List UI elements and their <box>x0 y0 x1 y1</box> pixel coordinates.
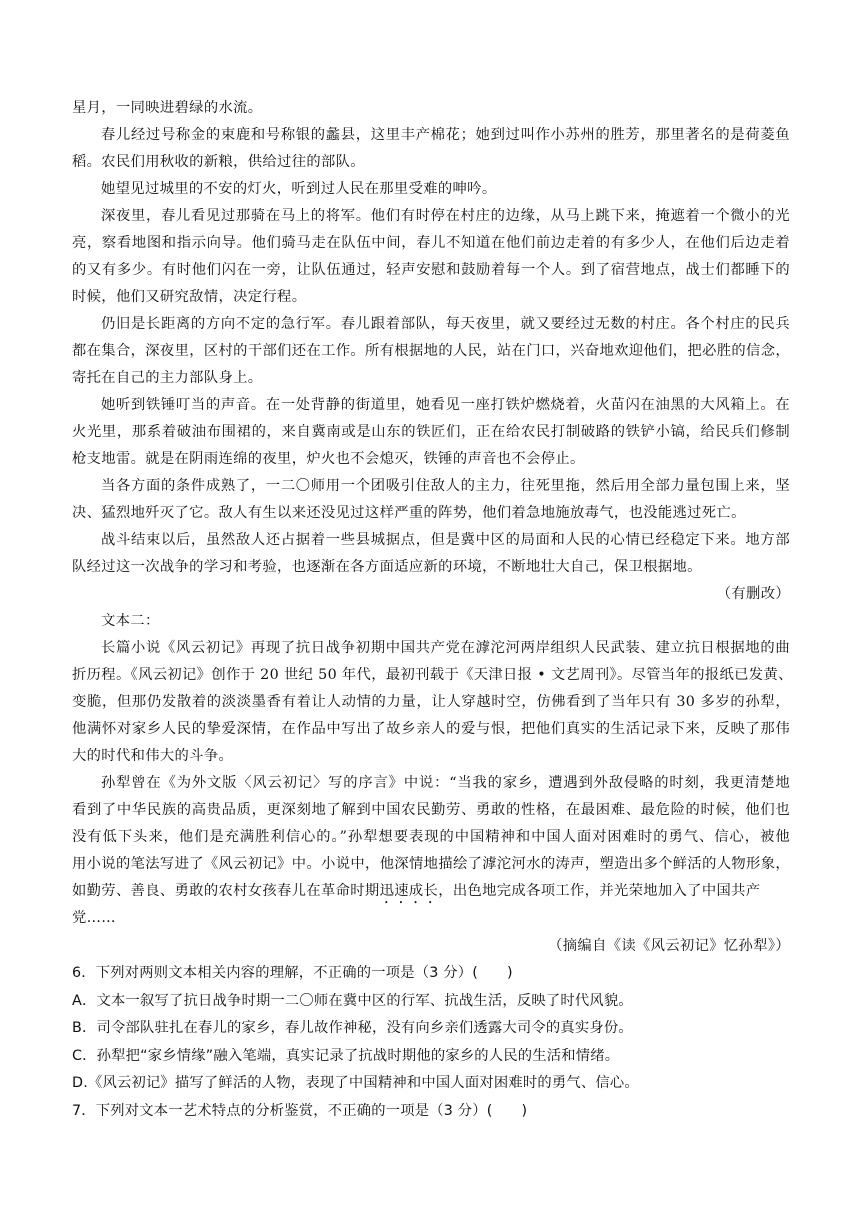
text1-line: 寄托在自己的主力部队身上。 <box>72 370 263 386</box>
text2-line: 大的时代和伟大的斗争。 <box>72 748 234 764</box>
text2-line: 用小说的笔法写进了《风云初记》中。小说中，他深情地描绘了滹沱河水的涛声，塑造出多个鲜活的人物形象， <box>72 856 790 872</box>
question-6-option-a: A．文本一叙写了抗日战争时期一二〇师在冀中区的行军、抗战生活，反映了时代风貌。 <box>72 993 633 1009</box>
text2-line: 党…… <box>72 910 116 926</box>
text2-heading: 文本二： <box>101 613 160 629</box>
text1-line: 战斗结束以后，虽然敌人还占据着一些县城据点，但是冀中区的局面和人民的心情已经稳定下来。地方部 <box>101 532 790 548</box>
text1-line: 都在集合，深夜里，区村的干部们还在工作。所有根据地的人民，站在门口，兴奋地欢迎他们，把必胜的信念， <box>72 343 790 359</box>
text1-line: 她望见过城里的不安的灯火，听到过人民在那里受难的呻吟。 <box>101 181 497 197</box>
text2-line: 长篇小说《风云初记》再现了抗日战争初期中国共产党在滹沱河两岸组织人民武装、建立抗日根据地的曲 <box>101 640 790 656</box>
question-6-option-c: C．孙犁把“家乡情缘”融入笔端，真实记录了抗战时期他的家乡的人民的生活和情绪。 <box>72 1048 620 1064</box>
text2-source: （摘编自《读《风云初记》忆孙犁》） <box>548 938 790 954</box>
question-6-option-d: D.《风云初记》描写了鲜活的人物，表现了中国精神和中国人面对困难时的勇气、信心。 <box>72 1075 639 1091</box>
text2-line-part: 如勤劳、善良、勇敢的农村女孩春儿在革命时期 <box>72 883 380 899</box>
text1-line: 决、猛烈地歼灭了它。敌人有生以来还没见过这样严重的阵势，他们着急地施放毒气，也没能逃过死亡。 <box>72 505 746 521</box>
text1-source: （有删改） <box>716 586 790 602</box>
question-6: 6．下列对两则文本相关内容的理解，不正确的一项是（3 分）( ) <box>72 965 513 981</box>
text1-line: 亮，察看地图和指示向导。他们骑马走在队伍中间，春儿不知道在他们前边走着的有多少人，在他们后边走着 <box>72 235 790 251</box>
text1-line: 星月，一同映进碧绿的水流。 <box>72 100 263 116</box>
text2-line: 他满怀对家乡人民的挚爱深情，在作品中写出了故乡亲人的爱与恨，把他们真实的生活记录下来，反映了那伟 <box>72 721 790 737</box>
text2-line: 折历程。《风云初记》创作于 20 世纪 50 年代，最初刊载于《天津日报 • 文艺周刊》。尽管当年的报纸已发黄、 <box>72 667 793 683</box>
text1-line: 的又有多少。有时他们闪在一旁，让队伍通过，轻声安慰和鼓励着每一个人。到了宿营地点，战士们都睡下的 <box>72 262 790 278</box>
text2-line: 看到了中华民族的高贵品质，更深刻地了解到中国农民勤劳、勇敢的性格，在最困难、最危险的时候，他们也 <box>72 802 790 818</box>
question-6-option-b: B．司令部队驻扎在春儿的家乡，春儿故作神秘，没有向乡亲们透露大司令的真实身份。 <box>72 1020 633 1036</box>
text2-line: 孙犁曾在《为外文版〈风云初记〉写的序言》中说：“当我的家乡，遭遇到外敌侵略的时刻，我更清楚地 <box>101 775 790 791</box>
text1-line: 稻。农民们用秋收的新粮，供给过往的部队。 <box>72 154 365 170</box>
text1-line: 深夜里，春儿看见过那骑在马上的将军。他们有时停在村庄的边缘，从马上跳下来，掩遮着一个微小的光 <box>101 208 790 224</box>
text2-line <box>72 881 790 907</box>
question-7: 7．下列对文本一艺术特点的分析鉴赏，不正确的一项是（3 分）( ) <box>72 1103 528 1119</box>
text1-line: 她听到铁锤叮当的声音。在一处背静的街道里，她看见一座打铁炉燃烧着，火苗闪在油黑的大风箱上。在 <box>101 397 790 413</box>
text2-line: 变脆，但那仍发散着的淡淡墨香有着让人动情的力量，让人穿越时空，仿佛看到了当年只有 30 多岁的孙犁， <box>72 694 790 710</box>
text1-line: 当各方面的条件成熟了，一二〇师用一个团吸引住敌人的主力，往死里拖，然后用全部力量包围上来，坚 <box>101 478 790 494</box>
text2-line: 没有低下头来，他们是充满胜利信心的。”孙犁想要表现的中国精神和中国人面对困难时的勇气、信心，被他 <box>72 829 790 845</box>
emphasized-phrase: 迅速成长 <box>379 883 439 899</box>
text1-line: 仍旧是长距离的方向不定的急行军。春儿跟着部队，每天夜里，就又要经过无数的村庄。各个村庄的民兵 <box>101 316 790 332</box>
text1-line: 队经过这一次战争的学习和考验，也逐渐在各方面适应新的环境，不断地壮大自己，保卫根据地。 <box>72 559 702 575</box>
text1-line: 枪支地雷。就是在阴雨连绵的夜里，炉火也不会熄灭，铁锤的声音也不会停止。 <box>72 451 585 467</box>
text1-line: 时候，他们又研究敌情，决定行程。 <box>72 289 307 305</box>
text2-line-part: ，出色地完成各项工作，并光荣地加入了中国共产 <box>438 883 761 899</box>
text1-line: 火光里，那系着破油布围裙的，来自冀南或是山东的铁匠们，正在给农民打制破路的铁铲小镐，给民兵们修制 <box>72 424 790 440</box>
text1-line: 春儿经过号称金的束鹿和号称银的蠡县，这里丰产棉花；她到过叫作小苏州的胜芳，那里著名的是荷菱鱼 <box>101 127 790 143</box>
